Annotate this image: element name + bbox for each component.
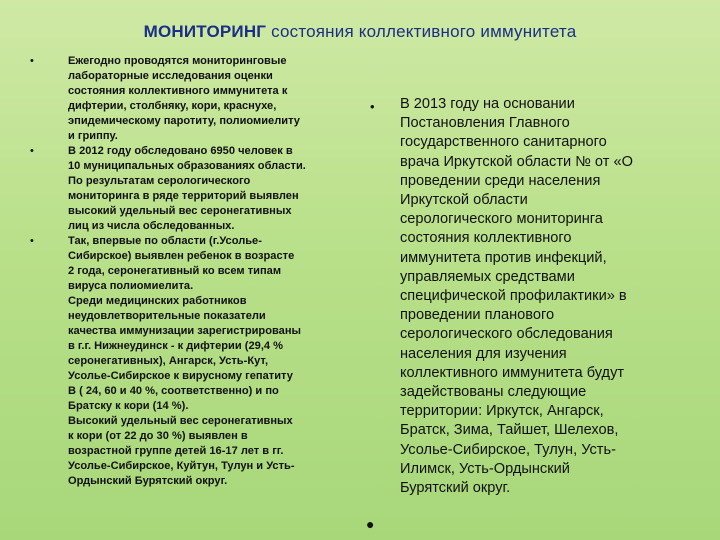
text-line: к кори (от 22 до 30 %) выявлен в xyxy=(68,430,248,442)
text-line: возрастной группе детей 16-17 лет в гг. xyxy=(68,445,284,457)
text-line: в г.г. Нижнеудинск - к дифтерии (29,4 % xyxy=(68,340,284,352)
text-line: В ( 24, 60 и 40 %, соответственно) и по xyxy=(68,385,279,397)
text-line: эпидемическому паротиту, полиомиелиту xyxy=(68,115,300,127)
bullet-glyph: • xyxy=(30,145,34,157)
text-line: Братск, Зима, Тайшет, Шелехов, xyxy=(400,422,619,439)
text-line: проведении среди населения xyxy=(400,172,601,189)
left-bullet-3 xyxy=(28,234,356,489)
text-line: Бурятский округ. xyxy=(400,480,511,497)
text-line: В 2012 году обследовано 6950 человек в xyxy=(68,145,293,157)
title-strong: МОНИТОРИНГ xyxy=(143,22,267,41)
text-line: населения для изучения xyxy=(400,345,567,362)
text-line: Постановления Главного xyxy=(400,115,570,132)
text-line: состояния коллективного иммунитета к xyxy=(68,85,288,97)
text-line: серологического обследования xyxy=(400,326,613,343)
bullet-glyph: • xyxy=(30,235,34,247)
text-line: Иркутской области xyxy=(400,192,528,209)
text-line: лабораторные исследования оценки xyxy=(68,70,273,82)
text-line: Ордынский Бурятский округ. xyxy=(68,475,228,487)
text-line: Братску к кори (14 %). xyxy=(68,400,189,412)
slide-title xyxy=(0,22,720,42)
text-line: лиц из числа обследованных. xyxy=(68,220,235,232)
text-line: Сибирское) выявлен ребенок в возрасте xyxy=(68,250,295,262)
bullet-glyph: • xyxy=(30,55,34,67)
text-line: дифтерии, столбняку, кори, краснухе, xyxy=(68,100,277,112)
text-line: задействованы следующие xyxy=(400,384,587,401)
text-line: специфической профилактики» в xyxy=(400,288,627,305)
right-bullet xyxy=(360,95,705,498)
text-line: состояния коллективного xyxy=(400,230,572,247)
text-line: серологического мониторинга xyxy=(400,211,603,228)
text-line: коллективного иммунитета будут xyxy=(400,364,625,381)
bottom-bullet-dot: ● xyxy=(366,516,375,532)
text-line: В 2013 году на основании xyxy=(400,96,575,112)
title-rest: состояния коллективного иммунитета xyxy=(266,22,577,41)
right-column xyxy=(360,95,705,498)
text-line: иммунитета против инфекций, xyxy=(400,249,607,266)
text-line: Ежегодно проводятся мониторинговые xyxy=(68,55,287,67)
text-line: серонегативных), Ангарск, Усть-Кут, xyxy=(68,355,269,367)
text-line: 2 года, серонегативный ко всем типам xyxy=(68,265,282,277)
text-line: Среди медицинских работников xyxy=(68,295,247,307)
text-line: Усолье-Сибирское, Тулун, Усть- xyxy=(400,441,616,458)
text-line: неудовлетворительные показатели xyxy=(68,310,266,322)
text-line: 10 муниципальных образованиях области. xyxy=(68,160,306,172)
text-line: проведении планового xyxy=(400,307,555,324)
text-line: мониторинга в ряде территорий выявлен xyxy=(68,190,299,202)
text-line: Усолье-Сибирское, Куйтун, Тулун и Усть- xyxy=(68,460,295,472)
text-line: Высокий удельный вес серонегативных xyxy=(68,415,293,427)
left-bullet-1 xyxy=(28,54,356,144)
left-column xyxy=(28,54,356,489)
text-line: Усолье-Сибирское к вирусному гепатиту xyxy=(68,370,293,382)
text-line: и гриппу. xyxy=(68,130,118,142)
bullet-glyph: • xyxy=(370,99,375,114)
text-line: управляемых средствами xyxy=(400,268,575,285)
text-line: По результатам серологического xyxy=(68,175,251,187)
text-line: Илимск, Усть-Ордынский xyxy=(400,460,570,477)
text-line: врача Иркутской области № от «О xyxy=(400,153,633,170)
text-line: территории: Иркутск, Ангарск, xyxy=(400,403,604,420)
text-line: вируса полиомиелита. xyxy=(68,280,194,292)
text-line: Так, впервые по области (г.Усолье- xyxy=(68,235,262,247)
text-line: качества иммунизации зарегистрированы xyxy=(68,325,301,337)
text-line: государственного санитарного xyxy=(400,134,607,151)
left-bullet-2 xyxy=(28,144,356,234)
text-line: высокий удельный вес серонегативных xyxy=(68,205,292,217)
